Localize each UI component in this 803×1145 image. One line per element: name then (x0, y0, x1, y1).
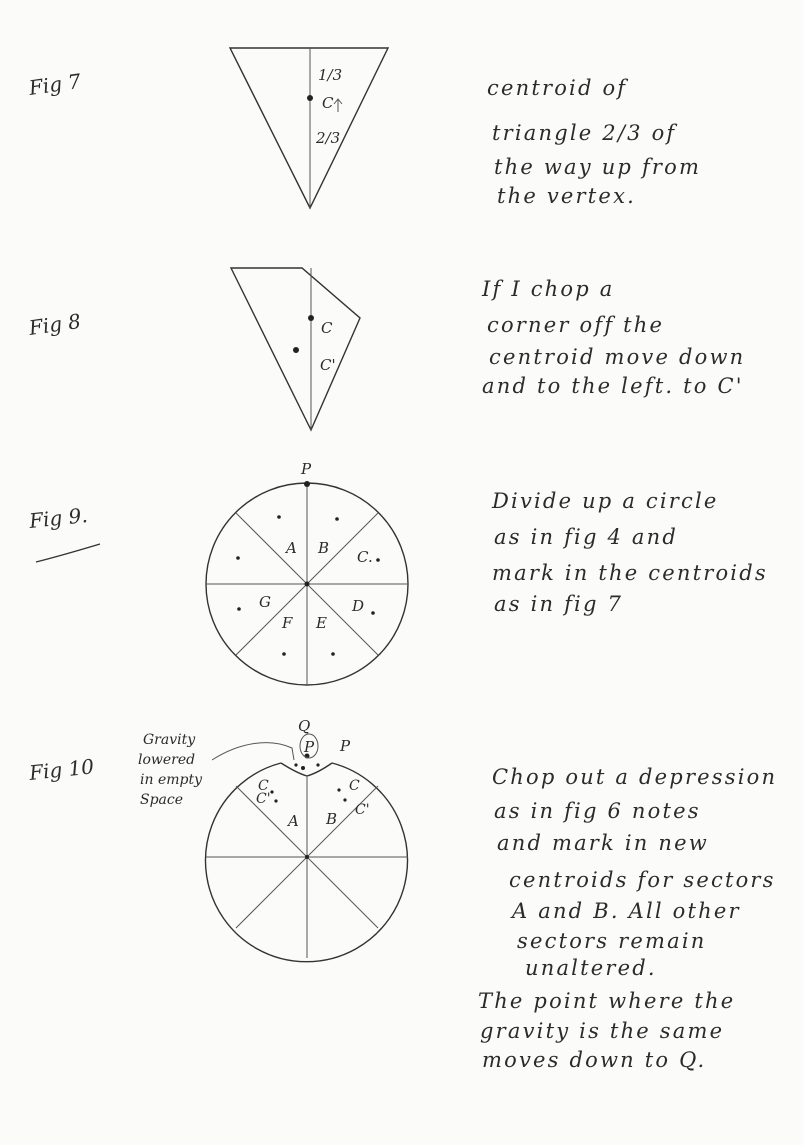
fig10-sector-a-label: A (288, 812, 299, 830)
fig10-small-dot (294, 763, 297, 766)
fig10-annotation-line: lowered (138, 752, 196, 768)
fig10-centre-dot (305, 855, 309, 859)
fig7-up-arrow-icon (334, 99, 342, 112)
fig7-triangle (230, 48, 388, 208)
fig8-c-label: C (321, 319, 333, 337)
fig10-centroid-dot (343, 798, 346, 801)
fig9-point-p-dot (304, 481, 310, 487)
fig9-sector-g-label: G (259, 593, 271, 611)
fig9-sector-f-label: F (282, 614, 293, 632)
fig9-centroid-dot (335, 517, 339, 521)
fig8-c-prime-label: C' (320, 356, 336, 374)
fig7-note-line: the way up from (494, 155, 702, 179)
fig10-p-label-inner: P (304, 738, 315, 756)
fig9-centroid-dot (376, 558, 380, 562)
fig8-note-line: centroid move down (489, 345, 746, 369)
fig9-p-label: P (301, 460, 312, 478)
fig10-annotation-line: Gravity (143, 732, 196, 748)
fig9-sector-a-label: A (286, 539, 297, 557)
fig10-note-line: Chop out a depression (492, 765, 778, 789)
fig10-footer-line: gravity is the same (480, 1019, 725, 1043)
fig10-annotation-arrow (212, 743, 294, 760)
fig9-note-line: as in fig 4 and (494, 525, 679, 549)
fig7-note-line: the vertex. (497, 184, 636, 208)
fig8-note (481, 277, 745, 398)
fig10-note (492, 765, 777, 980)
fig10-note-line: A and B. All other (512, 899, 741, 923)
fig10-gravity-annotation (138, 732, 294, 808)
fig10-group (27, 717, 777, 1072)
fig9-centroid-dot (237, 607, 241, 611)
fig9-sector-e-label: E (316, 614, 327, 632)
fig10-c-prime-label-left: C' (256, 791, 271, 807)
fig10-centroid-dot (274, 799, 277, 802)
fig7-note-line: triangle 2/3 of (492, 121, 677, 145)
fig10-note-line: as in fig 6 notes (494, 799, 701, 823)
fig7-c-label: C (322, 94, 334, 112)
fig9-centroid-dot (277, 515, 281, 519)
fig7-note (487, 76, 701, 208)
fig10-footer-line: The point where the (478, 989, 736, 1013)
fig8-note-line: If I chop a (482, 277, 615, 301)
fig10-footer (478, 989, 735, 1072)
fig10-c-label-left: C (258, 778, 269, 794)
fig9-sector-c-label: C. (357, 548, 373, 566)
fig10-centroid-dot (337, 788, 340, 791)
fig9-centroid-dot (371, 611, 375, 615)
fig10-centroid-dot (270, 790, 273, 793)
fig7-two-thirds: 2/3 (316, 129, 341, 147)
fig10-p-label: P (340, 737, 351, 755)
fig7-note-line: centroid of (487, 76, 628, 100)
fig9-label-underline (36, 544, 100, 562)
fig7-label: Fig 7 (27, 68, 83, 100)
fig10-note-line: sectors remain (517, 929, 707, 953)
fig10-depression-curve (281, 763, 332, 776)
fig10-note-line: unaltered. (525, 956, 657, 980)
fig10-label: Fig 10 (28, 754, 96, 785)
fig8-note-line: corner off the (487, 313, 665, 337)
fig8-centroid-c-prime-dot (293, 347, 299, 353)
fig10-annotation-line: Space (140, 792, 184, 808)
fig10-point-q-dot (301, 766, 305, 770)
fig10-small-dot (316, 763, 319, 766)
fig9-centroid-dot (331, 652, 335, 656)
fig7-centroid-dot (307, 95, 313, 101)
fig10-c-label-right: C (349, 778, 360, 794)
fig10-note-line: and mark in new (497, 831, 709, 855)
fig10-q-label: Q (298, 717, 311, 735)
fig9-centroid-dot (236, 556, 240, 560)
fig8-group (26, 268, 745, 430)
fig9-label: Fig 9. (28, 502, 89, 533)
fig10-annotation-line: in empty (140, 772, 203, 788)
fig9-centre-dot (305, 582, 310, 587)
fig8-note-line: and to the left. to C' (482, 374, 744, 398)
fig9-centroid-dot (282, 652, 286, 656)
fig7-group (26, 48, 701, 208)
fig9-note-line: as in fig 7 (494, 592, 624, 616)
fig9-note-line: Divide up a circle (492, 489, 719, 513)
fig10-note-line: centroids for sectors (509, 868, 776, 892)
fig10-sector-b-label: B (326, 810, 338, 828)
fig8-label: Fig 8 (27, 308, 83, 340)
fig9-group (27, 460, 768, 685)
fig10-c-prime-label-right: C' (355, 802, 370, 818)
fig9-sector-d-label: D (352, 597, 365, 615)
fig7-one-third: 1/3 (318, 66, 343, 84)
fig9-sector-b-label: B (318, 539, 330, 557)
fig9-note (491, 489, 768, 616)
fig9-note-line: mark in the centroids (492, 561, 768, 585)
fig8-centroid-c-dot (308, 315, 314, 321)
fig10-footer-line: moves down to Q. (482, 1048, 707, 1072)
